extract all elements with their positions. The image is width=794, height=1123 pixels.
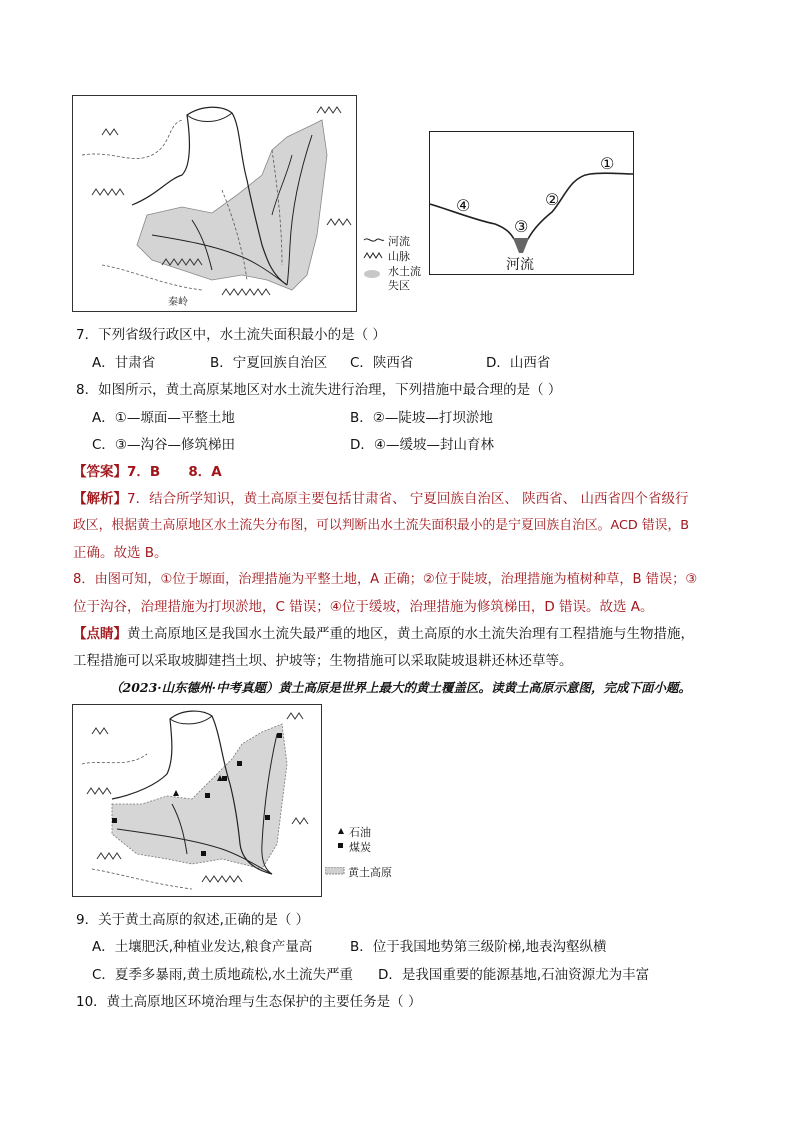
- q10-stem: 10．黄土高原地区环境治理与生态保护的主要任务是（ ）: [76, 994, 422, 1010]
- q9-stem: 9．关于黄土高原的叙述,正确的是（ ）: [76, 912, 310, 928]
- q8-option-c: C．③—沟谷—修筑梯田: [92, 437, 236, 453]
- q9-option-b: B．位于我国地势第三级阶梯,地表沟壑纵横: [350, 939, 607, 955]
- analysis-line-1: [73, 487, 688, 507]
- map2-legend: [325, 824, 405, 880]
- oil-legend-icon: [337, 827, 345, 835]
- analysis-line-4: 8．由图可知，①位于塬面，治理措施为平整土地，A 正确；②位于陡坡，治理措施为植树种草，B 错误；③: [73, 572, 698, 587]
- q7-option-b: B．宁夏回族自治区: [210, 355, 328, 371]
- q9-option-d: D．是我国重要的能源基地,石油资源尤为丰富: [378, 967, 650, 983]
- coal-legend-icon: [337, 842, 345, 850]
- analysis-line-2: 政区，根据黄土高原地区水土流失分布图，可以判断出水土流失面积最小的是宁夏回族自治区。ACD 错误，B: [73, 518, 690, 533]
- river-label: 河流: [506, 257, 534, 273]
- mark-3: ③: [514, 217, 529, 236]
- source-line: [110, 678, 691, 696]
- mark-4: ④: [456, 196, 471, 215]
- comment-tag: 【点睛】: [73, 626, 127, 642]
- q7-stem: 7．下列省级行政区中，水土流失面积最小的是（ ）: [76, 327, 386, 343]
- q8-stem: 8．如图所示，黄土高原某地区对水土流失进行治理，下列措施中最合理的是（ ）: [76, 382, 562, 398]
- plateau-legend-icon: [325, 867, 345, 875]
- q8-option-b: B．②—陡坡—打坝淤地: [350, 410, 493, 426]
- q9-option-c: C．夏季多暴雨,黄土质地疏松,水土流失严重: [92, 967, 354, 983]
- qinling-label: 秦岭: [168, 297, 188, 308]
- q8-option-d: D．④—缓坡—封山育林: [350, 437, 494, 453]
- analysis-text-1: 7．结合所学知识，黄土高原主要包括甘肃省、 宁夏回族自治区、 陕西省、 山西省四个省级行: [127, 491, 689, 507]
- soil-erosion-map: [72, 95, 360, 313]
- mountain-legend-icon: [363, 251, 385, 259]
- q7-option-c: C．陕西省: [350, 355, 414, 371]
- comment-text-1: 黄土高原地区是我国水土流失最严重的地区，黄土高原的水土流失治理有工程措施与生物措施，: [127, 626, 694, 642]
- erosion-legend-icon: [363, 269, 385, 279]
- legend-mountain: 山脉: [388, 250, 410, 263]
- legend-erosion-2: 失区: [388, 279, 410, 292]
- answer-line: [73, 460, 222, 480]
- q8-option-a: A．①—塬面—平整土地: [92, 410, 235, 426]
- q7-option-d: D．山西省: [486, 355, 551, 371]
- mark-1: ①: [600, 154, 615, 173]
- legend-oil: 石油: [349, 826, 371, 839]
- legend-erosion-1: 水土流: [388, 265, 421, 278]
- analysis-line-3: 正确。故选 B。: [73, 545, 168, 561]
- comment-line-2: 工程措施可以采取坡脚建挡土坝、护坡等；生物措施可以采取陡坡退耕还林还草等。: [73, 653, 573, 669]
- legend-coal: 煤炭: [349, 841, 371, 854]
- source-ref: （2023·山东德州·中考真题）: [110, 680, 279, 695]
- q9-option-a: A．土壤肥沃,种植业发达,粮食产量高: [92, 939, 313, 955]
- analysis-tag: 【解析】: [73, 491, 127, 507]
- legend-plateau: 黄土高原: [348, 866, 392, 879]
- map1-legend: [363, 233, 423, 293]
- analysis-line-5: 位于沟谷，治理措施为打坝淤地，C 错误；④位于缓坡，治理措施为修筑梯田，D 错误。故选 A。: [73, 599, 654, 615]
- legend-river: 河流: [388, 235, 410, 248]
- mark-2: ②: [545, 190, 560, 209]
- loess-plateau-map: [72, 704, 324, 898]
- comment-line-1: [73, 622, 694, 642]
- source-text: 黄土高原是世界上最大的黄土覆盖区。读黄土高原示意图，完成下面小题。: [278, 680, 692, 695]
- cross-section-diagram: [429, 131, 634, 275]
- answer-tag: 【答案】: [73, 464, 127, 480]
- q7-option-a: A．甘肃省: [92, 355, 156, 371]
- answer-text: 7．B 8．A: [127, 464, 222, 480]
- river-legend-icon: [363, 236, 385, 244]
